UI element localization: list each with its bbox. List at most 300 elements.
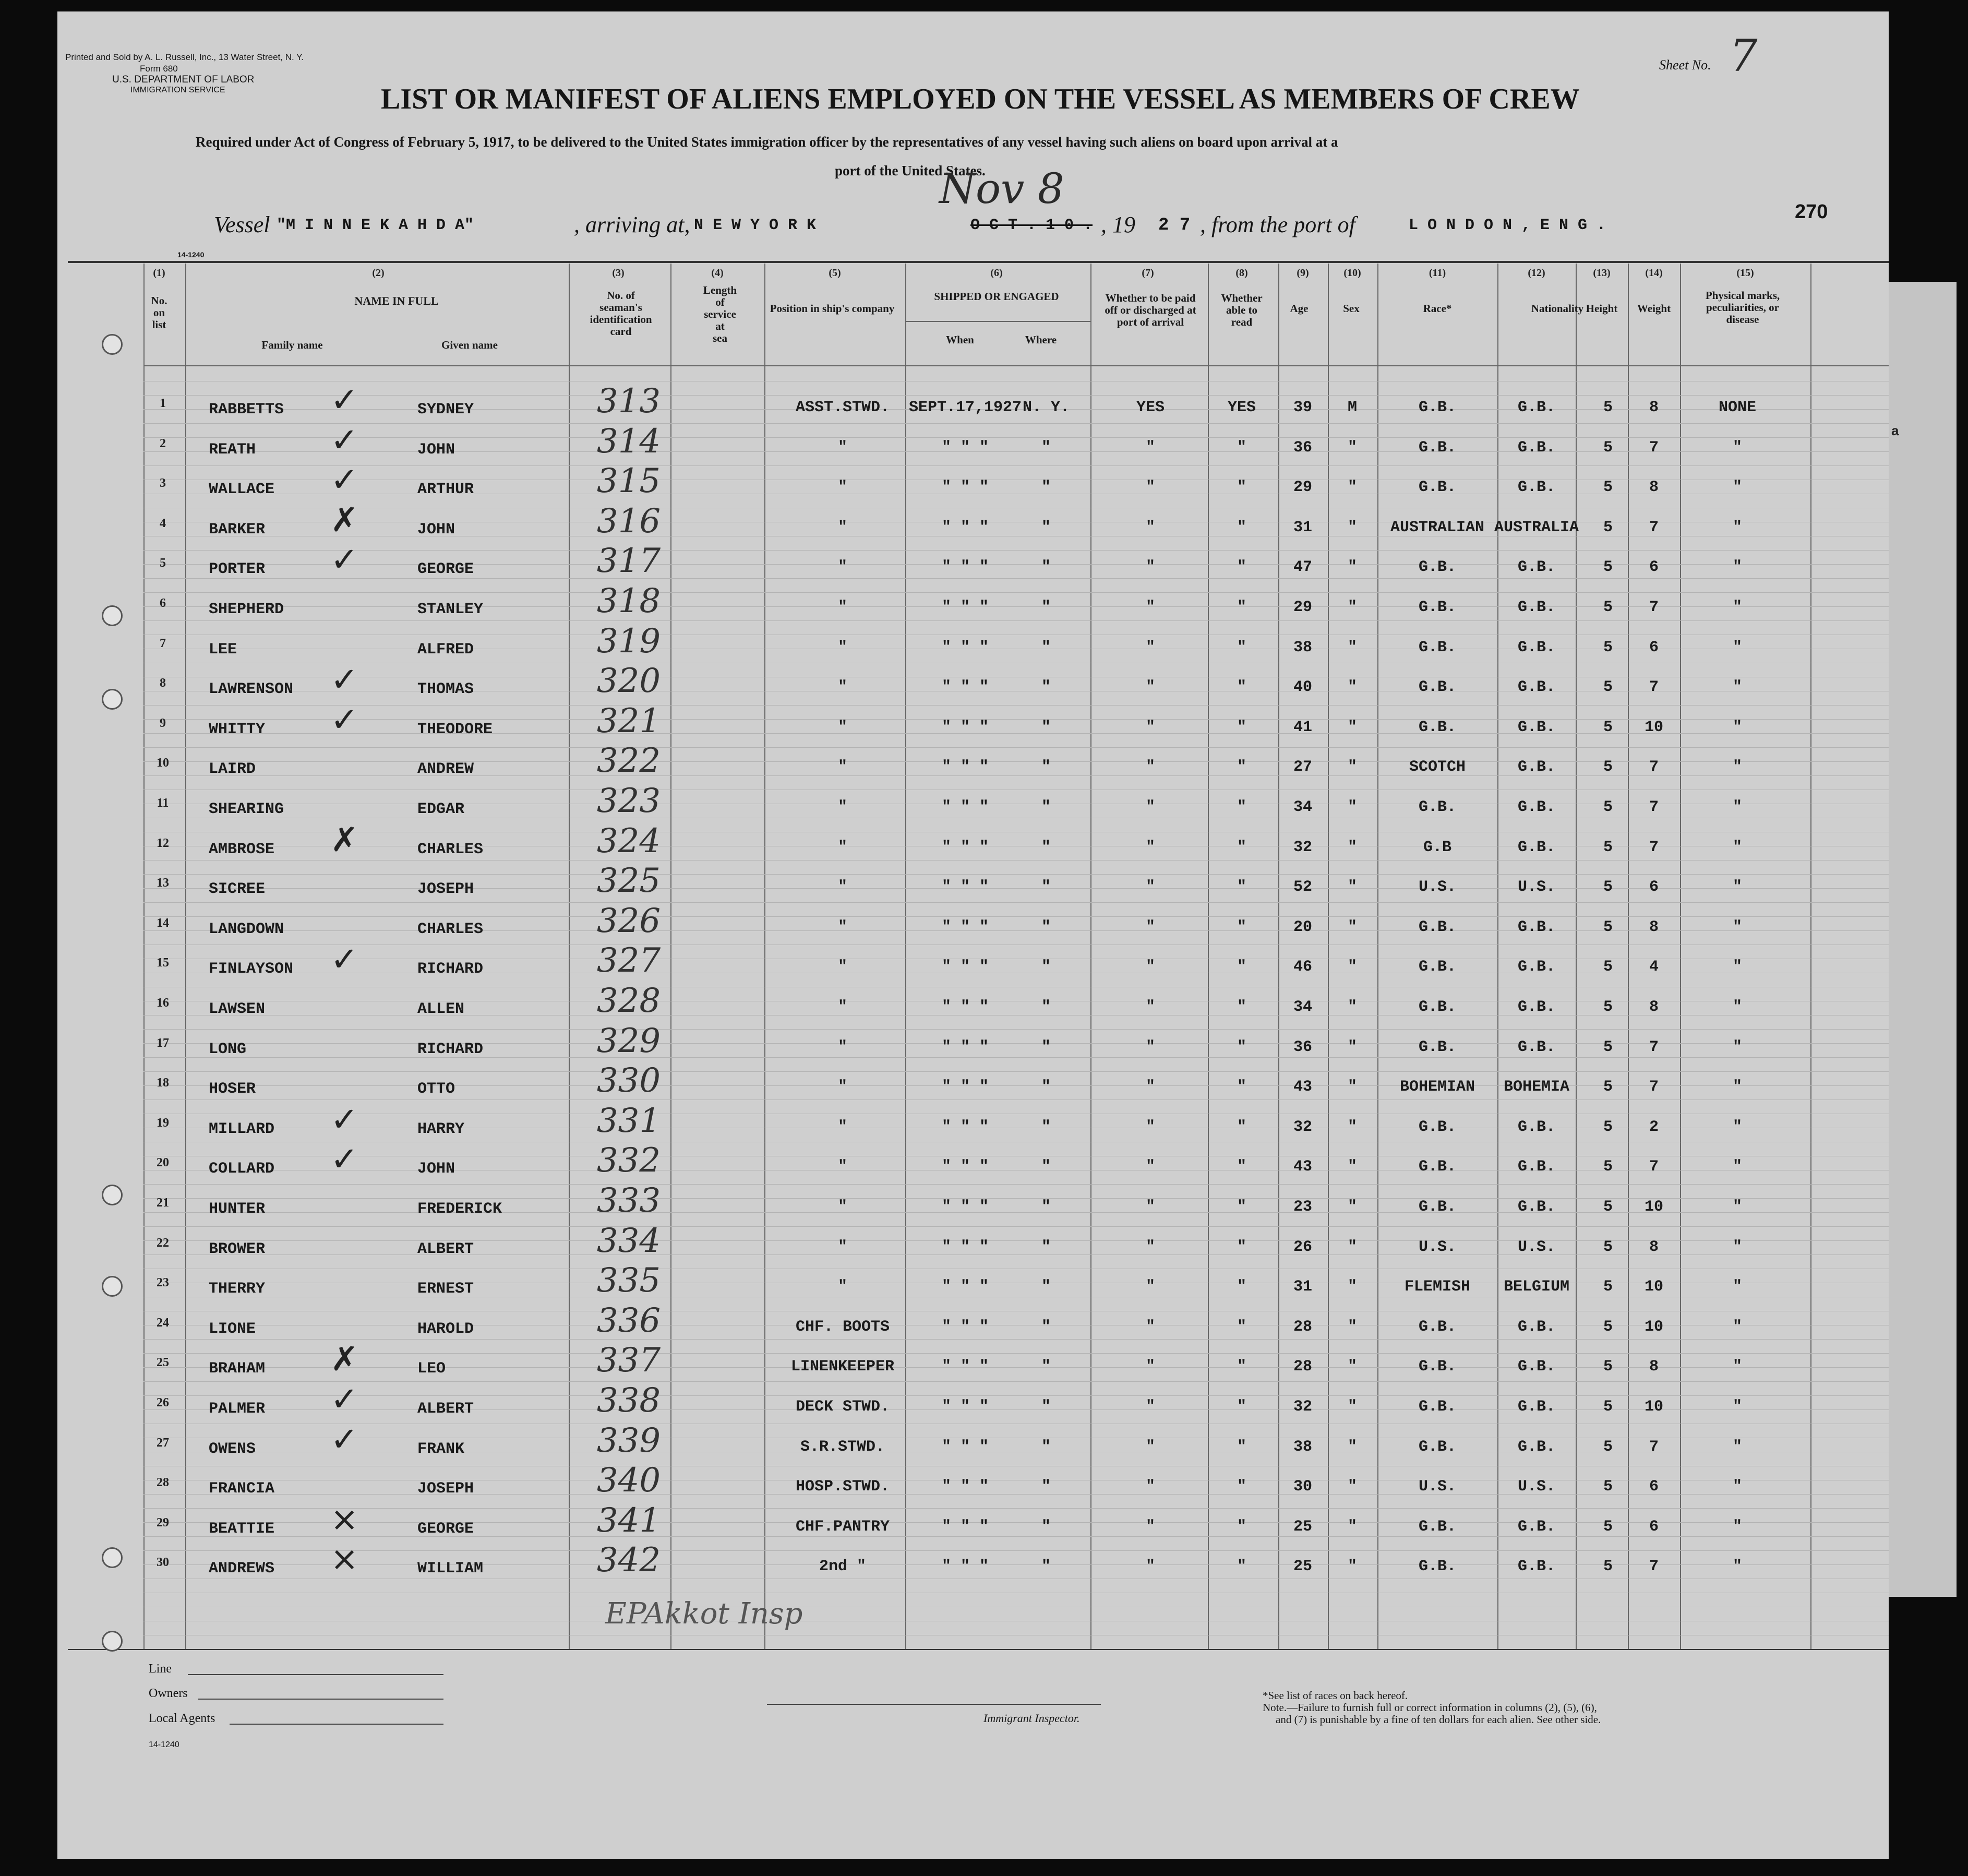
age: 32 xyxy=(1293,1118,1313,1136)
row-number: 2 xyxy=(160,437,166,450)
punch-hole xyxy=(102,1185,123,1205)
height: 5 xyxy=(1603,918,1613,936)
ruled-line xyxy=(143,930,1889,931)
paid-off: " xyxy=(1145,519,1156,536)
age: 36 xyxy=(1293,1038,1313,1056)
able-to-read: " xyxy=(1237,719,1247,736)
id-card-number: 331 xyxy=(596,1102,661,1140)
header-height: Height xyxy=(1586,302,1618,315)
engaged-where: " xyxy=(1041,998,1051,1016)
check-mark-icon: × xyxy=(330,1540,358,1579)
printer-line: Printed and Sold by A. L. Russell, Inc., 13 Water Street, N. Y. xyxy=(65,52,304,62)
able-to-read: " xyxy=(1237,798,1247,816)
able-to-read: " xyxy=(1237,639,1247,656)
paid-off: " xyxy=(1145,1398,1156,1416)
departure-port: L O N D O N , E N G . xyxy=(1409,217,1606,234)
paid-off: " xyxy=(1145,1478,1156,1496)
paid-off: " xyxy=(1145,558,1156,576)
column-number: (15) xyxy=(1736,267,1754,279)
column-number: (1) xyxy=(153,267,165,279)
nationality: G.B. xyxy=(1517,399,1556,416)
row-number: 13 xyxy=(157,876,169,890)
weight: 10 xyxy=(1644,1318,1664,1336)
punch-hole xyxy=(102,605,123,626)
paid-off: " xyxy=(1145,1438,1156,1456)
manifest-subtitle-1: Required under Act of Congress of February 5, 1917, to be delivered to the United States immigration officer by the representatives of any vessel having such aliens on board upon arrival at a xyxy=(196,134,1338,150)
row-number: 3 xyxy=(160,476,166,490)
nationality: G.B. xyxy=(1517,1118,1556,1136)
header-able-read-line: able to xyxy=(1226,304,1258,316)
engaged-where: " xyxy=(1041,1478,1051,1496)
header-able-read-line: Whether xyxy=(1221,292,1263,304)
check-mark-icon: ✓ xyxy=(330,1420,358,1459)
sex: " xyxy=(1347,1278,1358,1296)
physical-marks: " xyxy=(1732,1278,1743,1296)
sex: " xyxy=(1347,1038,1358,1056)
column-number: (2) xyxy=(372,267,385,279)
id-card-number: 321 xyxy=(596,702,661,740)
race: G.B. xyxy=(1418,1038,1457,1056)
height: 5 xyxy=(1603,1158,1613,1176)
paid-off: " xyxy=(1145,758,1156,776)
header-rule xyxy=(68,261,1889,263)
id-card-number: 328 xyxy=(596,982,661,1020)
sex: " xyxy=(1347,1118,1358,1136)
given-name: RICHARD xyxy=(417,1041,484,1058)
weight: 8 xyxy=(1649,998,1659,1016)
id-card-number: 341 xyxy=(596,1501,661,1540)
weight: 4 xyxy=(1649,958,1659,976)
physical-marks: " xyxy=(1732,998,1743,1016)
paid-off: " xyxy=(1145,918,1156,936)
position: S.R.STWD. xyxy=(800,1438,885,1456)
nationality: G.B. xyxy=(1517,998,1556,1016)
physical-marks: " xyxy=(1732,519,1743,536)
height: 5 xyxy=(1603,1238,1613,1256)
ruled-line xyxy=(143,874,1889,875)
physical-marks: " xyxy=(1732,639,1743,656)
engaged-where: " xyxy=(1041,1518,1051,1536)
sex: " xyxy=(1347,1518,1358,1536)
able-to-read: " xyxy=(1237,558,1247,576)
header-id-card-line: identification xyxy=(590,313,652,326)
id-card-number: 318 xyxy=(596,582,661,620)
position: 2nd " xyxy=(819,1558,867,1575)
paid-off: " xyxy=(1145,878,1156,896)
engaged-where: " xyxy=(1041,519,1051,536)
given-name: CHARLES xyxy=(417,921,484,938)
engaged-when: " " " xyxy=(941,1158,989,1176)
paid-off: " xyxy=(1145,1278,1156,1296)
position: " xyxy=(837,558,848,576)
physical-marks: " xyxy=(1732,878,1743,896)
header-name-in-full: NAME IN FULL xyxy=(354,294,439,307)
punch-hole xyxy=(102,1631,123,1652)
ruled-line xyxy=(143,1029,1889,1030)
column-number: (14) xyxy=(1645,267,1663,279)
id-card-number: 329 xyxy=(596,1022,661,1060)
inspector-annotation: EPAkkot Insp xyxy=(605,1597,803,1631)
engaged-where: " xyxy=(1041,798,1051,816)
engaged-when: " " " xyxy=(941,1078,989,1096)
given-name: FRANK xyxy=(417,1440,465,1458)
engaged-where: " xyxy=(1041,1318,1051,1336)
race: G.B. xyxy=(1418,599,1457,616)
nationality: G.B. xyxy=(1517,1198,1556,1216)
physical-marks: " xyxy=(1732,758,1743,776)
sex: " xyxy=(1347,839,1358,856)
position: " xyxy=(837,1078,848,1096)
paid-off: " xyxy=(1145,1198,1156,1216)
race: G.B. xyxy=(1418,678,1457,696)
engaged-when: " " " xyxy=(941,479,989,496)
engaged-where: N. Y. xyxy=(1022,399,1070,416)
id-card-number: 335 xyxy=(596,1261,661,1300)
family-name: PALMER xyxy=(209,1400,266,1418)
check-mark-icon: ✗ xyxy=(330,821,358,859)
weight: 7 xyxy=(1649,1158,1659,1176)
engaged-where: " xyxy=(1041,958,1051,976)
ruled-line xyxy=(143,916,1889,917)
race: G.B. xyxy=(1418,1198,1457,1216)
engaged-when: " " " xyxy=(941,1438,989,1456)
grid-column-rule xyxy=(1278,264,1279,1649)
header-length-service-line: of xyxy=(715,296,725,308)
ruled-line xyxy=(143,1071,1889,1072)
agents-field-rule xyxy=(230,1724,443,1725)
able-to-read: " xyxy=(1237,1238,1247,1256)
ruled-line xyxy=(143,1212,1889,1213)
engaged-when: " " " xyxy=(941,1118,989,1136)
row-number: 30 xyxy=(157,1556,169,1569)
header-when: When xyxy=(946,333,974,346)
position: " xyxy=(837,479,848,496)
engaged-when: SEPT.17,1927 xyxy=(908,399,1022,416)
family-name: LONG xyxy=(209,1041,247,1058)
header-no-on-list-line: list xyxy=(152,318,166,331)
ruled-line xyxy=(143,761,1889,762)
grid-column-rule xyxy=(1377,264,1378,1649)
weight: 7 xyxy=(1649,758,1659,776)
height: 5 xyxy=(1603,1398,1613,1416)
able-to-read: " xyxy=(1237,1198,1247,1216)
given-name: CHARLES xyxy=(417,841,484,858)
column-number: (13) xyxy=(1593,267,1611,279)
nationality: G.B. xyxy=(1517,1438,1556,1456)
row-number: 20 xyxy=(157,1156,169,1169)
header-id-card xyxy=(574,290,668,338)
check-mark-icon: ✓ xyxy=(330,421,358,460)
check-mark-icon: ✓ xyxy=(330,381,358,420)
row-number: 1 xyxy=(160,397,166,410)
height: 5 xyxy=(1603,1278,1613,1296)
grid-column-rule xyxy=(1208,264,1209,1649)
row-number: 5 xyxy=(160,556,166,570)
ruled-line xyxy=(143,775,1889,776)
ruled-line xyxy=(143,1564,1889,1565)
header-sex: Sex xyxy=(1343,302,1360,315)
position: " xyxy=(837,918,848,936)
height: 5 xyxy=(1603,1358,1613,1376)
engaged-where: " xyxy=(1041,1198,1051,1216)
ruled-line xyxy=(143,860,1889,861)
ruled-line xyxy=(143,1367,1889,1368)
family-name: HUNTER xyxy=(209,1200,266,1218)
position: " xyxy=(837,719,848,736)
nationality: U.S. xyxy=(1517,878,1556,896)
id-card-number: 313 xyxy=(596,382,661,421)
able-to-read: " xyxy=(1237,839,1247,856)
sheet-number: 7 xyxy=(1730,30,1758,81)
engaged-when: " " " xyxy=(941,998,989,1016)
punch-hole xyxy=(102,334,123,355)
sex: " xyxy=(1347,1558,1358,1575)
id-card-number: 320 xyxy=(596,662,661,700)
race: G.B. xyxy=(1418,1398,1457,1416)
given-name: LEO xyxy=(417,1360,446,1378)
id-card-number: 332 xyxy=(596,1141,661,1180)
physical-marks: " xyxy=(1732,798,1743,816)
header-where: Where xyxy=(1025,333,1057,346)
row-number: 17 xyxy=(157,1036,169,1050)
nationality: G.B. xyxy=(1517,639,1556,656)
physical-marks: " xyxy=(1732,558,1743,576)
ruled-line xyxy=(143,592,1889,593)
weight: 7 xyxy=(1649,599,1659,616)
sex: " xyxy=(1347,1198,1358,1216)
column-number: (10) xyxy=(1343,267,1361,279)
row-number: 19 xyxy=(157,1116,169,1130)
punch-hole xyxy=(102,1547,123,1568)
age: 29 xyxy=(1293,479,1313,496)
column-number: (4) xyxy=(711,267,724,279)
engaged-where: " xyxy=(1041,678,1051,696)
header-position: Position in ship's company xyxy=(770,302,895,315)
paid-off: " xyxy=(1145,479,1156,496)
nationality: G.B. xyxy=(1517,1398,1556,1416)
id-card-number: 337 xyxy=(596,1341,661,1380)
row-number: 10 xyxy=(157,756,169,770)
engaged-where: " xyxy=(1041,1118,1051,1136)
given-name: JOSEPH xyxy=(417,880,474,898)
footer-note-1: *See list of races on back hereof. xyxy=(1263,1689,1408,1702)
age: 25 xyxy=(1293,1558,1313,1575)
row-number: 26 xyxy=(157,1396,169,1409)
manifest-subtitle-2: port of the United States. xyxy=(835,163,986,178)
able-to-read: " xyxy=(1237,479,1247,496)
able-to-read: " xyxy=(1237,1278,1247,1296)
weight: 7 xyxy=(1649,439,1659,457)
given-name: SYDNEY xyxy=(417,401,474,419)
engaged-when: " " " xyxy=(941,1558,989,1575)
grid-header-rule xyxy=(143,365,1889,366)
header-family-name: Family name xyxy=(261,339,323,351)
header-paid-off xyxy=(1090,292,1210,328)
given-name: HARRY xyxy=(417,1120,465,1138)
paid-off: " xyxy=(1145,1518,1156,1536)
physical-marks: " xyxy=(1732,1558,1743,1575)
family-name: LEE xyxy=(209,641,237,659)
physical-marks: " xyxy=(1732,1398,1743,1416)
engaged-where: " xyxy=(1041,1358,1051,1376)
weight: 6 xyxy=(1649,1518,1659,1536)
physical-marks: " xyxy=(1732,1118,1743,1136)
inspector-label: Immigrant Inspector. xyxy=(983,1712,1080,1725)
ruled-line xyxy=(143,1043,1889,1044)
physical-marks: " xyxy=(1732,1358,1743,1376)
grid-column-rule xyxy=(1628,264,1629,1649)
position: " xyxy=(837,519,848,536)
engaged-where: " xyxy=(1041,1278,1051,1296)
grid-column-rule xyxy=(1810,264,1811,1649)
age: 36 xyxy=(1293,439,1313,457)
engaged-when: " " " xyxy=(941,839,989,856)
sex: " xyxy=(1347,599,1358,616)
nationality: G.B. xyxy=(1517,798,1556,816)
family-name: SHEARING xyxy=(209,800,284,818)
header-physical-marks-line: peculiarities, or xyxy=(1706,301,1779,314)
nationality: G.B. xyxy=(1517,439,1556,457)
ruled-line xyxy=(143,578,1889,579)
sex: " xyxy=(1347,958,1358,976)
column-number: (11) xyxy=(1429,267,1446,279)
ruled-line xyxy=(143,1240,1889,1241)
weight: 8 xyxy=(1649,479,1659,496)
weight: 6 xyxy=(1649,558,1659,576)
physical-marks: " xyxy=(1732,958,1743,976)
race: G.B. xyxy=(1418,958,1457,976)
handwritten-date: Nov 8 xyxy=(939,164,1064,213)
ruled-line xyxy=(143,620,1889,621)
header-physical-marks-line: Physical marks, xyxy=(1705,289,1780,302)
column-number: (12) xyxy=(1528,267,1545,279)
given-name: GEORGE xyxy=(417,1520,474,1538)
id-card-number: 325 xyxy=(596,862,661,900)
position: " xyxy=(837,678,848,696)
id-card-number: 336 xyxy=(596,1301,661,1340)
engaged-when: " " " xyxy=(941,758,989,776)
family-name: THERRY xyxy=(209,1280,266,1298)
id-card-number: 342 xyxy=(596,1541,661,1580)
weight: 7 xyxy=(1649,1438,1659,1456)
nationality: G.B. xyxy=(1517,599,1556,616)
physical-marks: NONE xyxy=(1718,399,1757,416)
ruled-line xyxy=(143,1395,1889,1396)
race: G.B. xyxy=(1418,639,1457,656)
position: " xyxy=(837,1278,848,1296)
footer-form-code: 14-1240 xyxy=(149,1740,179,1749)
ruled-line xyxy=(143,705,1889,706)
weight: 10 xyxy=(1644,1398,1664,1416)
weight: 6 xyxy=(1649,1478,1659,1496)
given-name: JOHN xyxy=(417,441,455,459)
row-number: 23 xyxy=(157,1276,169,1289)
engaged-where: " xyxy=(1041,1158,1051,1176)
family-name: LAWSEN xyxy=(209,1000,266,1018)
header-race: Race* xyxy=(1423,302,1452,315)
engaged-where: " xyxy=(1041,639,1051,656)
nationality: G.B. xyxy=(1517,918,1556,936)
id-card-number: 330 xyxy=(596,1061,661,1100)
ruled-line xyxy=(143,888,1889,889)
able-to-read: " xyxy=(1237,758,1247,776)
engaged-where: " xyxy=(1041,839,1051,856)
position: HOSP.STWD. xyxy=(795,1478,890,1496)
header-length-service-line: service xyxy=(704,308,736,320)
family-name: BEATTIE xyxy=(209,1520,275,1538)
grid-column-rule xyxy=(905,264,906,1649)
ruled-line xyxy=(143,1381,1889,1382)
height: 5 xyxy=(1603,1198,1613,1216)
check-mark-icon: ✗ xyxy=(330,501,358,540)
ruled-line xyxy=(143,1339,1889,1340)
sex: " xyxy=(1347,1318,1358,1336)
check-mark-icon: ✓ xyxy=(330,541,358,579)
age: 52 xyxy=(1293,878,1313,896)
given-name: OTTO xyxy=(417,1080,455,1098)
physical-marks: " xyxy=(1732,839,1743,856)
paid-off: " xyxy=(1145,639,1156,656)
family-name: LAWRENSON xyxy=(209,680,294,698)
row-number: 25 xyxy=(157,1356,169,1369)
nationality: G.B. xyxy=(1517,839,1556,856)
id-card-number: 334 xyxy=(596,1222,661,1260)
race: G.B. xyxy=(1418,1358,1457,1376)
family-name: OWENS xyxy=(209,1440,256,1458)
engaged-where: " xyxy=(1041,758,1051,776)
height: 5 xyxy=(1603,678,1613,696)
engaged-when: " " " xyxy=(941,558,989,576)
given-name: FREDERICK xyxy=(417,1200,502,1218)
given-name: GEORGE xyxy=(417,560,474,578)
age: 47 xyxy=(1293,558,1313,576)
able-to-read: " xyxy=(1237,1478,1247,1496)
position: DECK STWD. xyxy=(795,1398,890,1416)
footer-line-label: Line xyxy=(149,1662,172,1676)
race: AUSTRALIAN xyxy=(1390,519,1485,536)
sex: " xyxy=(1347,1478,1358,1496)
engaged-where: " xyxy=(1041,1438,1051,1456)
check-mark-icon: ✓ xyxy=(330,461,358,499)
punch-hole xyxy=(102,689,123,710)
ruled-line xyxy=(143,1184,1889,1185)
paid-off: " xyxy=(1145,719,1156,736)
weight: 7 xyxy=(1649,798,1659,816)
engaged-when: " " " xyxy=(941,1318,989,1336)
adjacent-page-edge xyxy=(1889,282,1957,1597)
sex: " xyxy=(1347,998,1358,1016)
family-name: LANGDOWN xyxy=(209,921,284,938)
grid-column-rule xyxy=(1497,264,1498,1649)
age: 38 xyxy=(1293,639,1313,656)
check-mark-icon: ✓ xyxy=(330,1140,358,1179)
race: G.B. xyxy=(1418,1118,1457,1136)
age: 28 xyxy=(1293,1358,1313,1376)
age: 43 xyxy=(1293,1078,1313,1096)
ruled-line xyxy=(143,1226,1889,1227)
nationality: AUSTRALIA xyxy=(1494,519,1579,536)
engaged-when: " " " xyxy=(941,878,989,896)
height: 5 xyxy=(1603,1038,1613,1056)
id-card-number: 339 xyxy=(596,1421,661,1460)
nationality: G.B. xyxy=(1517,1038,1556,1056)
position: " xyxy=(837,1038,848,1056)
height: 5 xyxy=(1603,639,1613,656)
engaged-where: " xyxy=(1041,599,1051,616)
check-mark-icon: ✓ xyxy=(330,701,358,739)
age: 29 xyxy=(1293,599,1313,616)
height: 5 xyxy=(1603,479,1613,496)
